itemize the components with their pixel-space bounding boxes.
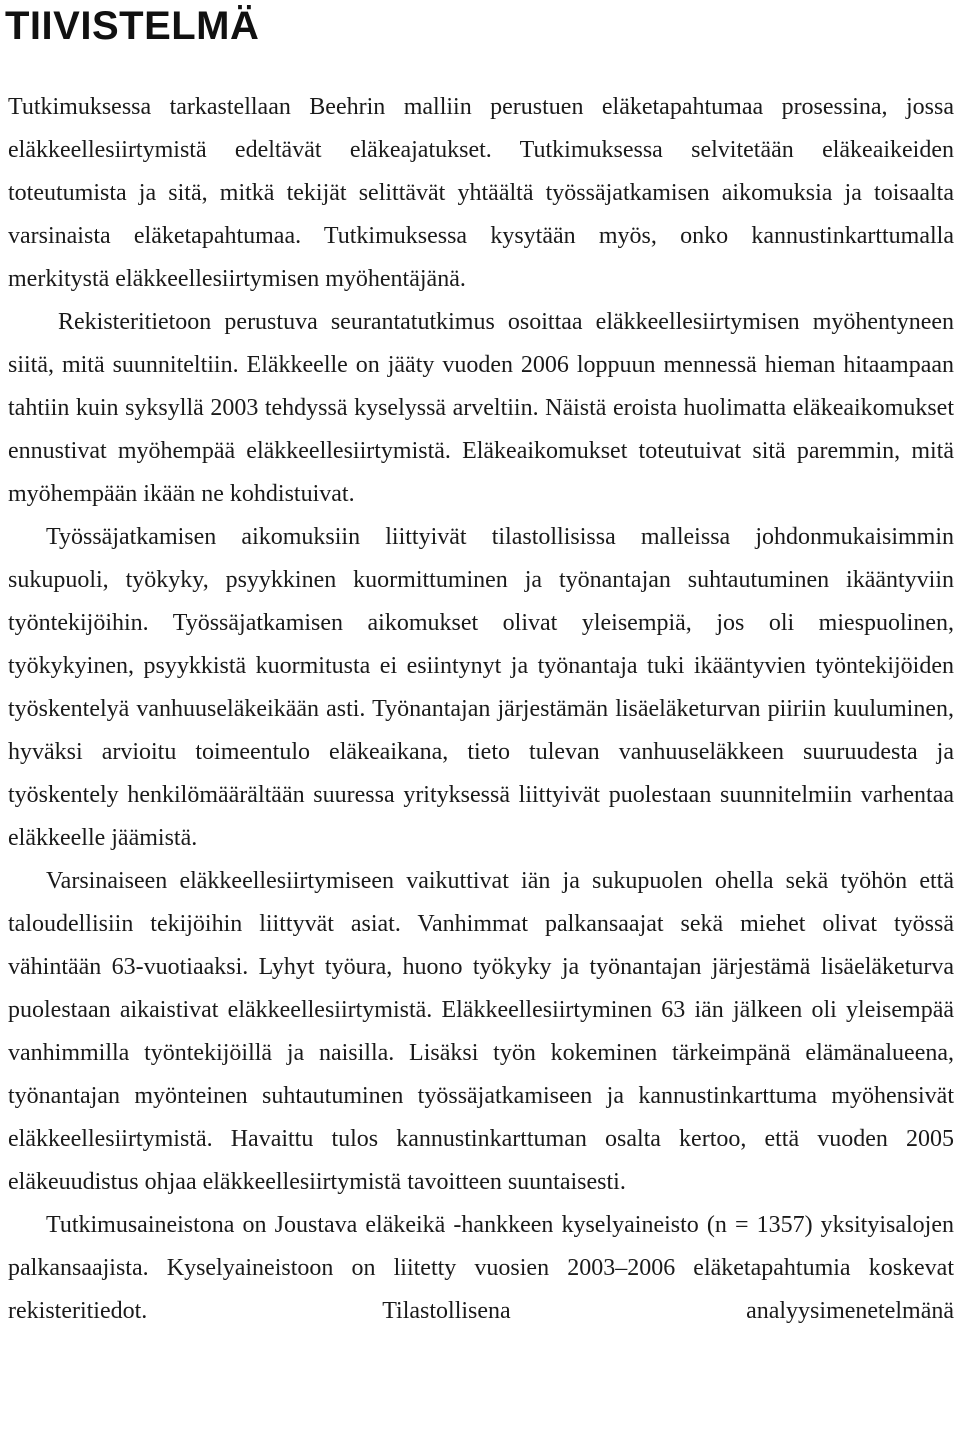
document-heading: TIIVISTELMÄ: [5, 4, 260, 48]
paragraph-2: Rekisteritietoon perustuva seurantatutkimus osoittaa eläkkeellesiirtymisen myöhentyneen siitä, mitä suunniteltiin. Eläkkeelle on jääty vuoden 2006 loppuun mennessä hieman hitaampaan tahtiin kuin syksyllä 2003 tehdyssä kyselyssä arveltiin. Näistä eroista huolimatta eläkeaikomukset ennustivat myöhempää eläkkeellesiirtymistä. Eläkeaikomukset toteutuivat sitä paremmin, mitä myöhempään ikään ne kohdistuivat.: [8, 309, 954, 507]
paragraph-3: Työssäjatkamisen aikomuksiin liittyivät tilastollisissa malleissa johdonmukaisimmin sukupuoli, työkyky, psyykkinen kuormittuminen ja työnantajan suhtautuminen ikääntyviin työntekijöihin. Työssäjatkamisen aikomukset olivat yleisempiä, jos oli miespuolinen, työkykyinen, psyykkistä kuormitusta ei esiintynyt ja työnantaja tuki ikääntyvien työntekijöiden työskentelyä vanhuuseläkeikään asti. Työnantajan järjestämän lisäeläketurvan piiriin kuuluminen, hyväksi arvioitu toimeentulo eläkeaikana, tieto tulevan vanhuuseläkkeen suuruudesta ja työskentely henkilömäärältään suuressa yrityksessä liittyivät puolestaan suunnitelmiin varhentaa eläkkeelle jäämistä.: [8, 524, 954, 851]
document-page: [5, 0, 954, 1333]
paragraph-1: Tutkimuksessa tarkastellaan Beehrin malliin perustuen eläketapahtumaa prosessina, jossa eläkkeellesiirtymistä edeltävät eläkeajatukset. Tutkimuksessa selvitetään eläkeaikeiden toteutumista ja sitä, mitkä tekijät selittävät yhtäältä työssäjatkamisen aikomuksia ja toisaalta varsinaista eläketapahtumaa. Tutkimuksessa kysytään myös, onko kannustinkarttumalla merkitystä eläkkeellesiirtymisen myöhentäjänä.: [8, 94, 954, 292]
document-body: [8, 86, 954, 1333]
paragraph-5: Tutkimusaineistona on Joustava eläkeikä -hankkeen kyselyaineisto (n = 1357) yksityisalojen palkansaajista. Kyselyaineistoon on liitetty vuosien 2003–2006 eläketapahtumia koskevat rekisteritiedot. Tilastollisena analyysimenetelmänä: [8, 1212, 954, 1324]
paragraph-4: Varsinaiseen eläkkeellesiirtymiseen vaikuttivat iän ja sukupuolen ohella sekä työhön että taloudellisiin tekijöihin liittyvät asiat. Vanhimmat palkansaajat sekä miehet olivat työssä vähintään 63-vuotiaaksi. Lyhyt työura, huono työkyky ja työnantajan järjestämä lisäeläketurva puolestaan aikaistivat eläkkeellesiirtymistä. Eläkkeellesiirtyminen 63 iän jälkeen oli yleisempää vanhimmilla työntekijöillä ja naisilla. Lisäksi työn kokeminen tärkeimpänä elämänalueena, työnantajan myönteinen suhtautuminen työssäjatkamiseen ja kannustinkarttuma myöhensivät eläkkeellesiirtymistä. Havaittu tulos kannustinkarttuman osalta kertoo, että vuoden 2005 eläkeuudistus ohjaa eläkkeellesiirtymistä tavoitteen suuntaisesti.: [8, 868, 954, 1195]
